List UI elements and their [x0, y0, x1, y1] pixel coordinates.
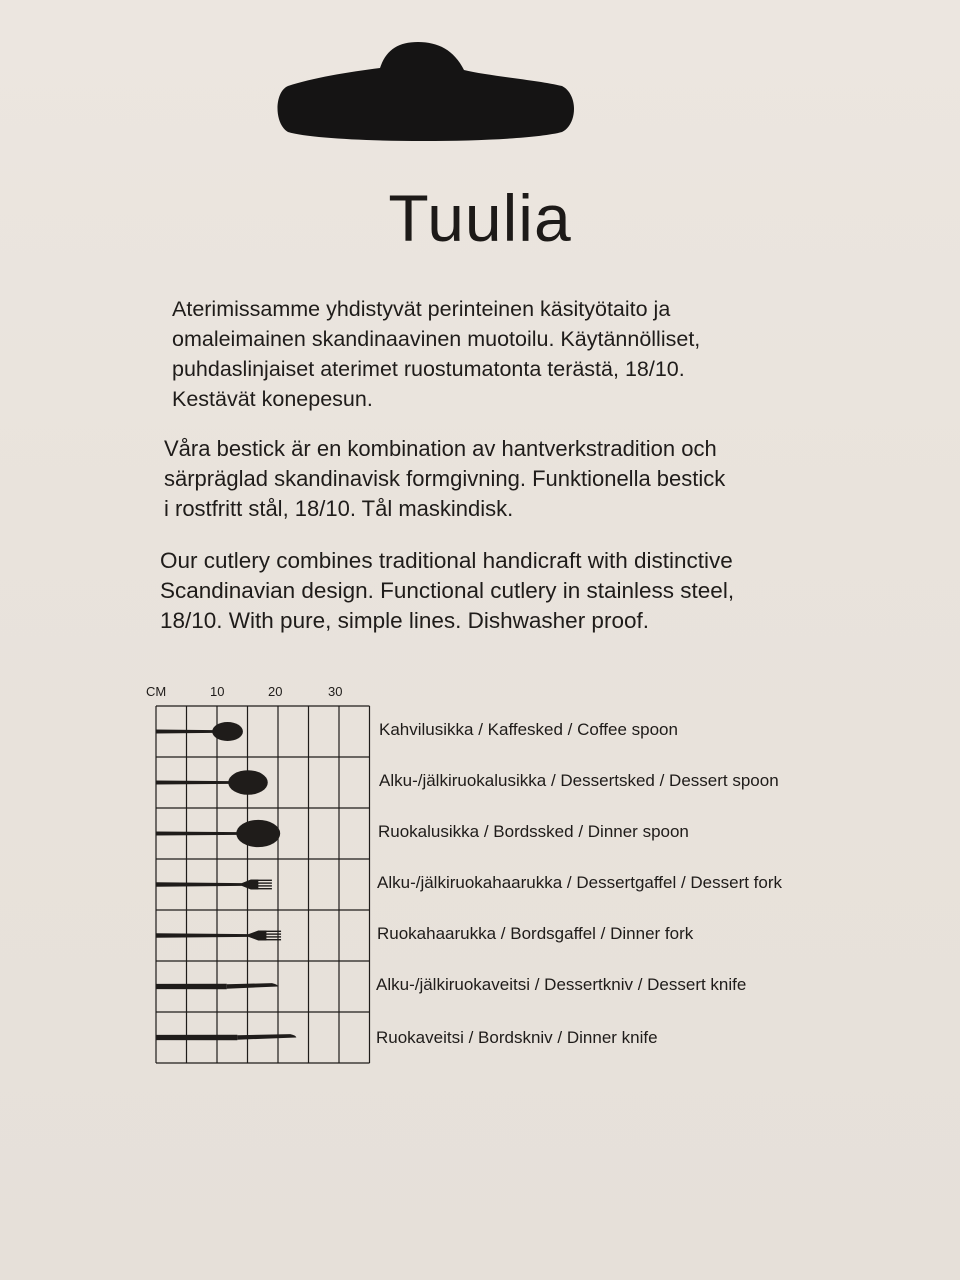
item-label-dessert-fork: Alku-/jälkiruokahaarukka / Dessertgaffel / Dessert fork [377, 873, 783, 892]
description-english: Our cutlery combines traditional handicraft with distinctive Scandinavian design. Functional cutlery in stainless steel, 18/10. With pure, simple lines. Dishwasher proof. [160, 548, 735, 633]
product-title: Tuulia [388, 181, 572, 255]
size-chart [140, 700, 380, 1070]
item-label-dessert-knife: Alku-/jälkiruokaveitsi / Dessertkniv / Dessert knife [376, 975, 747, 994]
fork-icon [156, 880, 272, 890]
item-label-dessert-spoon: Alku-/jälkiruokalusikka / Dessertsked / Dessert spoon [379, 771, 779, 790]
scale-tick-label: 30 [328, 684, 343, 699]
spoon-icon [156, 722, 243, 741]
hang-hole [268, 40, 582, 144]
description-finnish: Aterimissamme yhdistyvät perinteinen käsityötaito ja omaleimainen skandinaavinen muotoilu. Käytännölliset, puhdaslinjaiset aterimet ruostumatonta terästä, 18/10. Kestävät konepesun. [172, 297, 701, 411]
item-label-dinner-fork: Ruokahaarukka / Bordsgaffel / Dinner fork [377, 924, 694, 943]
knife-icon [156, 983, 278, 989]
scale-tick-label: 20 [268, 684, 283, 699]
knife-icon [156, 1034, 296, 1040]
item-label-dinner-knife: Ruokaveitsi / Bordskniv / Dinner knife [376, 1028, 658, 1047]
description-swedish: Våra bestick är en kombination av hantverkstradition och särpräglad skandinavisk formgivning. Funktionella bestick i rostfritt stål, 18/10. Tål maskindisk. [164, 436, 726, 521]
item-label-coffee-spoon: Kahvilusikka / Kaffesked / Coffee spoon [379, 720, 678, 739]
scale-tick-label: 10 [210, 684, 225, 699]
spoon-icon [156, 770, 268, 795]
spoon-icon [156, 820, 280, 847]
scale-unit-label: CM [146, 684, 167, 699]
item-label-dinner-spoon: Ruokalusikka / Bordssked / Dinner spoon [378, 822, 689, 841]
fork-icon [156, 931, 281, 941]
